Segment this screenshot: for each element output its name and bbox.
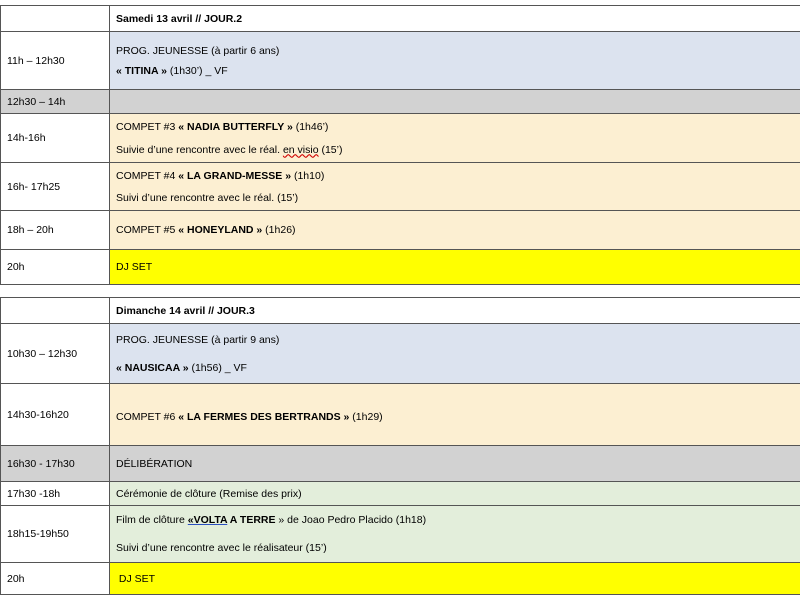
event-line [116,119,800,135]
event-text: (15’) [318,143,343,156]
time-cell: 16h30 - 17h30 [1,446,110,482]
schedule-row [1,32,800,90]
event-line [116,168,800,184]
event-cell [110,384,800,446]
event-line [116,142,800,158]
event-text: (1h29) [349,411,383,423]
event-cell-empty [110,90,800,114]
film-title: « NADIA BUTTERFLY » [178,120,293,133]
event-line [116,512,800,528]
event-cell [110,324,800,384]
day-header: Samedi 13 avril // JOUR.2 [110,6,800,32]
schedule-table-day2 [0,5,800,285]
schedule-row [1,90,800,114]
event-line [116,360,800,376]
event-cell [110,250,800,285]
event-line [116,222,800,238]
film-title: A TERRE [227,514,276,526]
film-title: « LA GRAND-MESSE » [178,169,292,182]
event-line [116,540,800,556]
day-header: Dimanche 14 avril // JOUR.3 [110,298,800,324]
event-line [116,43,800,59]
time-cell: 14h30-16h20 [1,384,110,446]
event-cell [110,32,800,90]
event-text: Cérémonie de clôture (Remise des prix) [116,487,302,500]
event-text: DÉLIBÉRATION [116,457,193,470]
schedule-row [1,506,800,563]
event-text: DJ SET [116,572,156,585]
event-text: (1h30’) _ VF [166,64,228,77]
event-cell [110,563,800,595]
time-cell: 16h- 17h25 [1,163,110,211]
table-header-row [1,6,800,32]
event-text: PROG. JEUNESSE (à partir 6 ans) [116,44,280,57]
film-title: « HONEYLAND » [178,224,263,236]
event-text: Suivie d’une rencontre avec le réal. [116,143,283,156]
schedule-row [1,163,800,211]
event-text: COMPET #5 [116,224,179,236]
event-line [116,409,800,425]
film-title: « NAUSICAA » [116,361,189,374]
time-cell: 10h30 – 12h30 [1,324,110,384]
event-text: (1h46’) [292,120,329,133]
event-text: PROG. JEUNESSE (à partir 9 ans) [116,333,280,346]
empty-cell [1,298,110,324]
event-text: (1h10) [291,169,325,182]
event-text: Suivi d’une rencontre avec le réalisateur (15’) [116,542,327,554]
schedule-row [1,384,800,446]
time-cell: 18h15-19h50 [1,506,110,563]
event-text: COMPET #4 [116,169,179,182]
time-cell: 14h-16h [1,114,110,163]
event-text: (1h26) [262,224,296,236]
time-cell: 11h – 12h30 [1,32,110,90]
schedule-row [1,563,800,595]
empty-cell [1,6,110,32]
time-cell: 20h [1,563,110,595]
time-cell: 18h – 20h [1,211,110,250]
event-line [116,332,800,348]
event-text: COMPET #6 [116,411,179,423]
event-text: (1h56) _ VF [188,361,247,374]
event-cell [110,211,800,250]
film-title: « TITINA » [116,64,167,77]
event-cell [110,506,800,563]
schedule-row [1,446,800,482]
time-cell: 17h30 -18h [1,482,110,506]
event-text: DJ SET [116,261,153,273]
event-cell [110,114,800,163]
schedule-row [1,324,800,384]
schedule-row [1,482,800,506]
event-cell [110,482,800,506]
schedule-row [1,114,800,163]
time-cell: 20h [1,250,110,285]
table-header-row [1,298,800,324]
film-title: « LA FERMES DES BERTRANDS » [178,411,350,423]
spellcheck-text: en visio [282,143,319,156]
underlined-title: «VOLTA [187,514,228,526]
event-line [116,63,800,79]
event-line [116,190,800,206]
event-text: » de Joao Pedro Placido (1h18) [275,514,427,526]
event-text: COMPET #3 [116,120,179,133]
schedule-table-day3 [0,297,800,595]
event-text: Film de clôture [116,514,188,526]
schedule-row [1,250,800,285]
schedule-row [1,211,800,250]
time-cell: 12h30 – 14h [1,90,110,114]
event-cell [110,446,800,482]
event-cell [110,163,800,211]
event-text: Suivi d’une rencontre avec le réal. (15’) [116,191,299,204]
